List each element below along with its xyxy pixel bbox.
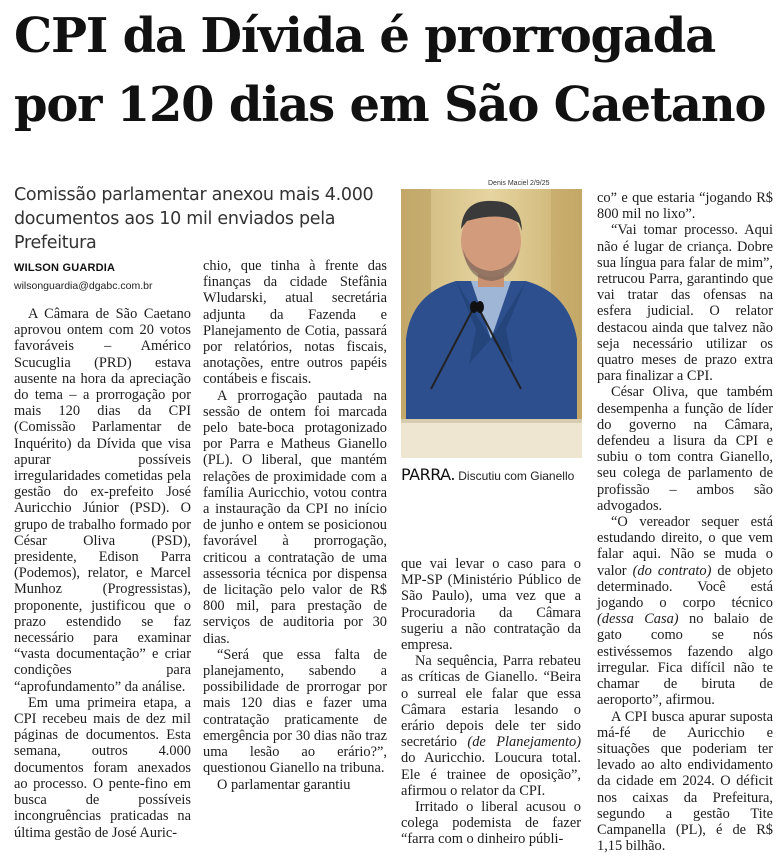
paragraph-text: de objeto determinado. Você está jogando o corpo técnico [597,562,773,612]
paragraph: A prorrogação pautada na sessão de ontem foi marcada pelo bate-boca protagonizado por Parra e Matheus Gianello (PL). O liberal, que mantém relações de proximidade com a família Auricchio, votou contra a instauração da CPI no início de junho e ontem se posicionou favorável à prorrogação, criticou a contratação de uma assessoria técnica por dispensa de licitação pelo valor de R$ 800 mil, para prestação de serviços de auditoria por 30 dias. [203,387,387,647]
headline [14,2,774,140]
paragraph: Em uma primeira etapa, a CPI recebeu mais de dez mil páginas de documentos. Esta semana, outros 4.000 documentos foram anexados ao processo. O pente-fino em busca de possíveis incongruências praticadas na última gestão de José Auric- [14,694,191,841]
paragraph [401,653,581,799]
paragraph: “Vai tomar processo. Aqui não é lugar de criança. Dobre sua língua para falar de mim”, retrucou Parra, garantindo que vai tratar das ofensas na esfera judicial. O relator destacou ainda que talvez não seja necessário utilizar os quatro meses de prazo extra para finalizar a CPI. [597,222,773,385]
photo-illustration [401,189,582,458]
paragraph-text: Na sequência, Parra rebateu as críticas de Gianello. “Beira o surreal ele falar que essa Câmara estaria lesando o erário depois dele ter sido secretário [401,653,581,751]
author-name: WILSON GUARDIA [14,262,116,274]
caption-lead: PARRA. [401,465,455,484]
article-column-4 [597,190,773,854]
author-email[interactable]: wilsonguardia@dgabc.com.br [14,280,153,292]
paragraph: “Será que essa falta de planejamento, sabendo a possibilidade de prorrogar por mais 120 dias e fazer uma contratação praticamente de emergência por 30 dias não traz uma lesão ao erário?”, questionou Gianello na tribuna. [203,646,387,777]
paragraph: César Oliva, que também desempenha a função de líder do governo na Câmara, defendeu a lisura da CPI e subiu o tom contra Gianello, seu colega de parlamento de profissão – ambos são advogados. [597,384,773,514]
caption-text: Discutiu com Gianello [454,469,575,483]
paragraph: que vai levar o caso para o MP-SP (Ministério Público de São Paulo), uma vez que a Procuradoria da Câmara sugeriu a não contratação da empresa. [401,556,581,654]
paragraph: A CPI busca apurar suposta má-fé de Auricchio e situações que poderiam ter levado ao alto endividamento da cidade em 2024. O déficit nos caixas da Prefeitura, segundo a gestão Tite Campanella (PL), é de R$ 1,15 bilhão. [597,708,773,855]
paragraph-text: “O vereador sequer está estudando direito, o que vem falar aqui. Não se muda o valor [597,514,773,579]
paragraph: co” e que estaria “jogando R$ 800 mil no lixo”. [597,190,773,223]
paragraph-emphasis: (do contrato) [632,562,712,579]
article-column-2 [203,258,387,793]
subheadline: Comissão parlamentar anexou mais 4.000 documentos aos 10 mil enviados pela Prefeitura [14,185,374,253]
paragraph: A Câmara de São Caetano aprovou ontem com 20 votos favoráveis – Américo Scucuglia (PRD) estava ausente na hora da apreciação do tema – a prorrogação por mais 120 dias da CPI (Comissão Parlamentar de Inquérito) da Dívida que visa apurar possíveis irregularidades cometidas pela gestão do ex-prefeito José Auricchio Júnior (PSD). O grupo de trabalho formado por César Oliva (PSD), presidente, Edison Parra (Podemos), relator, e Marcel Munhoz (Progressistas), proponente, justificou que o prazo estendido se faz necessário para examinar “vasta documentação” e criar condições para “aprofundamento” da análise. [14,306,191,695]
article-photo [401,189,582,458]
paragraph-text: do Auricchio. Loucura total. Ele é trainee de oposição”, afirmou o relator da CPI. [401,750,581,799]
paragraph-emphasis: (de Planejamento) [467,734,581,751]
paragraph: Irritado o liberal acusou o colega podemista de fazer “farra com o dinheiro públi- [401,799,581,848]
photo-credit: Denis Maciel 2/9/25 [488,180,550,187]
photo-caption [401,465,591,484]
article-column-3 [401,556,581,848]
headline-line-1: CPI da Dívida é prorrogada [14,8,716,64]
paragraph: O parlamentar garantiu [217,776,351,793]
paragraph-text: no balaio de gato como se nós estivéssemos fazendo algo irregular. Fica difícil não te chamar de biruta de aeroporto”, afirmou. [597,611,773,709]
headline-line-2: por 120 dias em São Caetano [14,77,766,133]
paragraph [597,514,773,708]
paragraph: chio, que tinha à frente das finanças da cidade Stefânia Wludarski, atual secretária adjunta da Fazenda e Planejamento de Cotia, passará por relatórios, notas fiscais, anotações, entre outros papéis contábeis e fiscais. [203,258,387,388]
paragraph-emphasis: (dessa Casa) [597,611,679,628]
article-column-1 [14,306,191,841]
